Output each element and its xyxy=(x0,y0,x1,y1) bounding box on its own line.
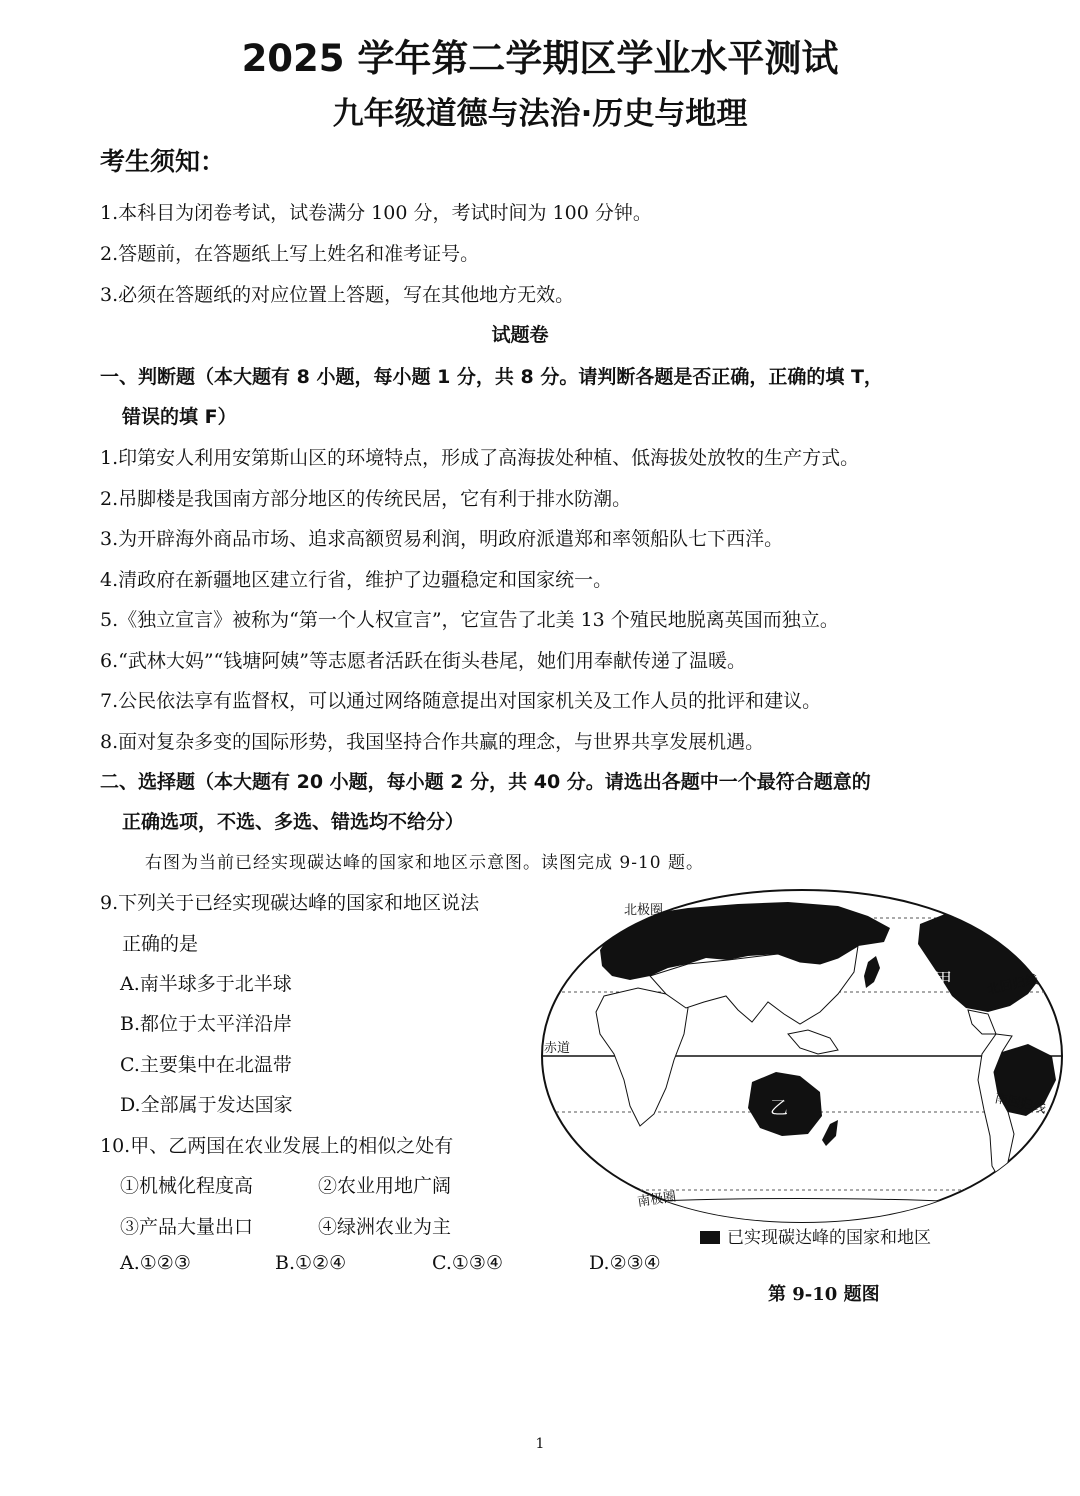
section2-heading-cont: 正确选项，不选、多选、错选均不给分） xyxy=(122,811,465,833)
q9-option-a: A.南半球多于北半球 xyxy=(120,973,292,995)
q10-option-a: A.①②③ xyxy=(120,1252,191,1274)
section1-heading: 一、判断题（本大题有 8 小题，每小题 1 分，共 8 分。请判断各题是否正确，正确的填 T， xyxy=(100,366,883,388)
tf-question-5: 5.《独立宣言》被称为“第一个人权宣言”，它宣告了北美 13 个殖民地脱离英国而独立。 xyxy=(100,609,839,631)
tf-question-2: 2.吊脚楼是我国南方部分地区的传统民居，它有利于排水防潮。 xyxy=(100,488,632,510)
tf-question-7: 7.公民依法享有监督权，可以通过网络随意提出对国家机关及工作人员的批评和建议。 xyxy=(100,690,822,712)
section1-heading-cont: 错误的填 F） xyxy=(122,406,237,428)
exam-subtitle: 九年级道德与法治·历史与地理 xyxy=(332,96,748,132)
q9-option-c: C.主要集中在北温带 xyxy=(120,1054,292,1076)
tf-question-4: 4.清政府在新疆地区建立行省，维护了边疆稳定和国家统一。 xyxy=(100,569,613,591)
q10-option-d: D.②③④ xyxy=(589,1252,661,1274)
notice-item: 1.本科目为闭卷考试，试卷满分 100 分，考试时间为 100 分钟。 xyxy=(100,202,652,224)
tropic-cancer-label: 北回归线 xyxy=(985,972,1040,998)
equator-label: 赤道 xyxy=(544,1041,571,1056)
q9-option-d: D.全部属于发达国家 xyxy=(120,1094,293,1116)
page-number: 1 xyxy=(535,1436,545,1452)
q10-statement-3: ③产品大量出口 xyxy=(120,1216,254,1238)
notice-item: 3.必须在答题纸的对应位置上答题，写在其他地方无效。 xyxy=(100,284,575,306)
q10-option-b: B.①②④ xyxy=(275,1252,347,1274)
map-legend xyxy=(700,1223,931,1248)
country-yi-label: 乙 xyxy=(770,1098,788,1119)
tf-question-3: 3.为开辟海外商品市场、追求高额贸易利润，明政府派遣郑和率领船队七下西洋。 xyxy=(100,528,784,550)
notice-item: 2.答题前，在答题纸上写上姓名和准考证号。 xyxy=(100,243,480,265)
paper-heading: 试题卷 xyxy=(491,324,549,346)
legend-swatch xyxy=(700,1231,720,1244)
arctic-circle-label: 北极圈 xyxy=(624,903,664,918)
greenland-shape xyxy=(1024,894,1058,922)
q9-option-b: B.都位于太平洋沿岸 xyxy=(120,1013,293,1035)
tf-question-6: 6.“武林大妈”“钱塘阿姨”等志愿者活跃在街头巷尾，她们用奉献传递了温暖。 xyxy=(100,650,746,672)
country-jia-label: 甲 xyxy=(934,970,952,991)
q9-stem: 9.下列关于已经实现碳达峰的国家和地区说法 xyxy=(100,892,480,914)
q10-option-c: C.①③④ xyxy=(432,1252,503,1274)
legend-label: 已实现碳达峰的国家和地区 xyxy=(727,1228,931,1248)
antarctic-circle-label: 南极圈 xyxy=(636,1189,678,1210)
q10-statement-2: ②农业用地广阔 xyxy=(318,1175,452,1197)
carbon-peak-world-map xyxy=(538,884,1066,1228)
section2-heading: 二、选择题（本大题有 20 小题，每小题 2 分，共 40 分。请选出各题中一个最符合题意的 xyxy=(100,771,871,793)
exam-title: 2025 学年第二学期区学业水平测试 xyxy=(241,37,839,80)
tropic-capricorn-label: 南回归线 xyxy=(993,1091,1048,1117)
notice-heading: 考生须知： xyxy=(100,147,226,176)
tf-question-1: 1.印第安人利用安第斯山区的环境特点，形成了高海拔处种植、低海拔处放牧的生产方式。 xyxy=(100,447,860,469)
q10-statement-4: ④绿洲农业为主 xyxy=(318,1216,452,1238)
q10-statement-1: ①机械化程度高 xyxy=(120,1175,254,1197)
figure-caption: 第 9-10 题图 xyxy=(768,1284,880,1305)
tf-question-8: 8.面对复杂多变的国际形势，我国坚持合作共赢的理念，与世界共享发展机遇。 xyxy=(100,731,765,753)
q9-stem-cont: 正确的是 xyxy=(122,933,199,955)
q10-stem: 10.甲、乙两国在农业发展上的相似之处有 xyxy=(100,1135,454,1157)
map-intro: 右图为当前已经实现碳达峰的国家和地区示意图。读图完成 9-10 题。 xyxy=(145,853,704,873)
